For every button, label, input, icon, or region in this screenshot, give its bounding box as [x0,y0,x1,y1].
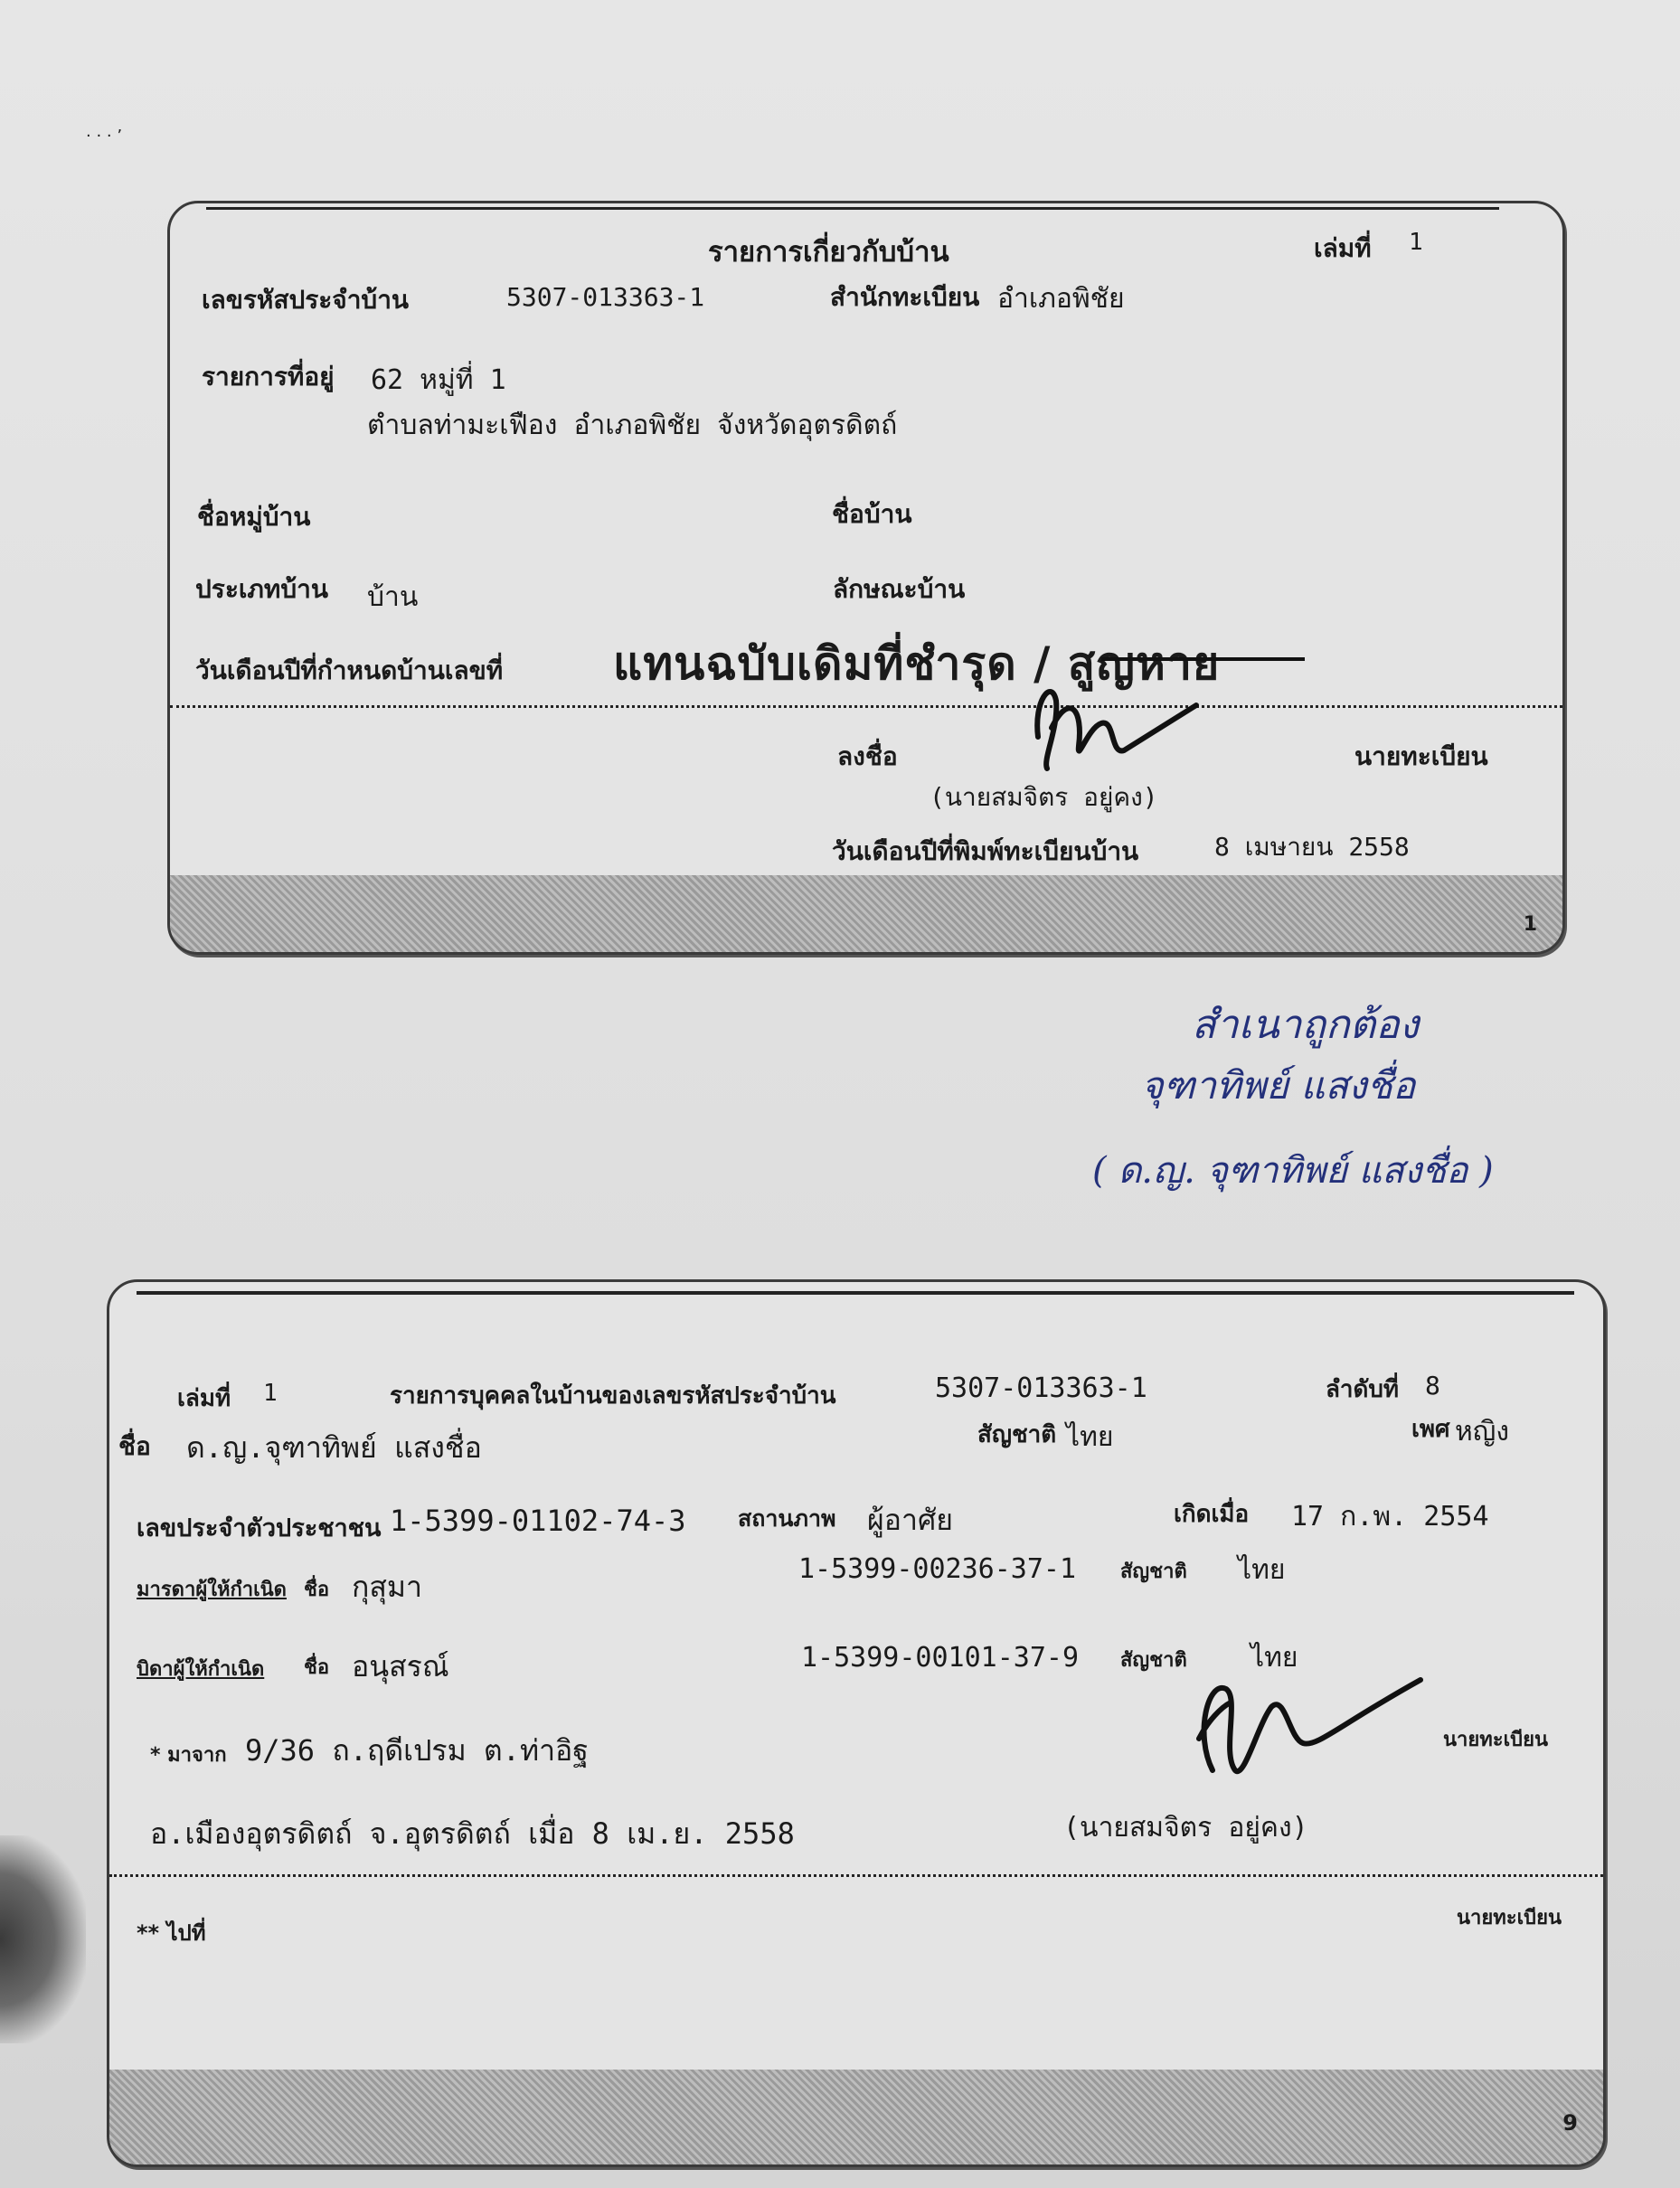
father-nationality: ไทย [1251,1642,1298,1674]
registrar-label: นายทะเบียน [1443,1729,1549,1751]
sex-label: เพศ [1411,1416,1450,1443]
birth-date: 17 ก.พ. 2554 [1291,1501,1489,1533]
person-record-card [107,1279,1606,2167]
mother-nationality-label: สัญชาติ [1120,1561,1187,1583]
top-rule [206,207,1499,210]
sign-label: ลงชื่อ [837,741,898,771]
certified-copy-note: สำเนาถูกต้อง [1192,1002,1420,1048]
order-number: 8 [1425,1371,1440,1401]
registrar-label-2: นายทะเบียน [1457,1907,1562,1929]
mother-id: 1-5399-00236-37-1 [798,1553,1077,1585]
status-label: สถานภาพ [738,1505,836,1532]
address-line-1: 62 หมู่ที่ 1 [371,364,506,396]
house-code: 5307-013363-1 [506,282,705,312]
moved-to-label: ** ไปที่ [137,1920,206,1946]
father-nationality-label: สัญชาติ [1120,1649,1187,1672]
father-name: อนุสรณ์ [352,1649,449,1683]
book-number: 1 [263,1380,278,1407]
page-number: 1 [1523,913,1537,936]
house-type-label: ประเภทบ้าน [195,574,328,604]
book-label: เล่มที่ [177,1385,231,1412]
scan-specks: · · · ’ [86,127,123,146]
dotted-divider [170,705,1562,708]
nationality-label: สัญชาติ [977,1421,1057,1448]
moved-from-label: * มาจาก [150,1744,227,1767]
assigned-date-label: วันเดือนปีที่กำหนดบ้านเลขที่ [195,655,504,685]
house-char-label: ลักษณะบ้าน [833,574,966,604]
born-label: เกิดเมื่อ [1174,1501,1250,1528]
name-label: ชื่อ [118,1431,151,1461]
book-number: 1 [1409,229,1423,256]
registrar-name: (นายสมจิตร อยู่คง) [1063,1812,1308,1844]
address-label: รายการที่อยู่ [202,362,335,391]
person-name: ด.ญ.จุฑาทิพย์ แสงชื่อ [186,1430,482,1465]
print-date-label: วันเดือนปีที่พิมพ์ทะเบียนบ้าน [832,836,1139,866]
shaded-footer-band [170,875,1562,952]
house-name-label: ชื่อบ้าน [832,499,912,529]
registrar-label: นายทะเบียน [1354,741,1488,771]
registrar-signature [1158,1653,1430,1797]
house-code-label: เลขรหัสประจำบ้าน [202,285,410,315]
house-type: บ้าน [367,581,419,613]
order-label: ลำดับที่ [1326,1376,1400,1403]
nationality: ไทย [1066,1421,1114,1453]
moved-from-line-1: 9/36 ถ.ฤดีเปรม ต.ท่าอิฐ [245,1733,589,1768]
mother-name-label: ชื่อ [304,1579,330,1601]
page-number: 9 [1562,2110,1578,2136]
registrar-signature [1015,674,1205,782]
sex: หญิง [1455,1416,1509,1448]
mother-label: มารดาผู้ให้กำเนิด [137,1579,287,1601]
house-details-card [167,201,1565,955]
book-label: เล่มที่ [1314,233,1372,263]
print-date: 8 เมษายน 2558 [1214,832,1410,862]
registrar-name: (นายสมจิตร อยู่คง) [930,782,1158,812]
certifier-name: ( ด.ญ. จุฑาทิพย์ แสงชื่อ ) [1092,1150,1494,1192]
father-label: บิดาผู้ให้กำเนิด [137,1658,265,1681]
person-list-label: รายการบุคคลในบ้านของเลขรหัสประจำบ้าน [390,1382,836,1410]
registry-office-label: สำนักทะเบียน [830,282,980,312]
village-label: ชื่อหมู่บ้าน [197,502,311,532]
card-title: รายการเกี่ยวกับบ้าน [708,236,949,269]
stamp-strike [1101,657,1305,661]
top-rule [137,1291,1574,1295]
certifier-signature: จุฑาทิพย์ แสงชื่อ [1141,1063,1416,1108]
father-name-label: ชื่อ [304,1656,330,1679]
dotted-divider [109,1874,1603,1877]
moved-from-line-2: อ.เมืองอุตรดิตถ์ จ.อุตรดิตถ์ เมื่อ 8 เม.ย. 2558 [150,1816,795,1851]
id-number: 1-5399-01102-74-3 [390,1504,686,1538]
shaded-footer-band [109,2070,1603,2164]
address-line-2: ตำบลท่ามะเฟือง อำเภอพิชัย จังหวัดอุตรดิตถ์ [367,410,898,441]
registry-office: อำเภอพิชัย [997,283,1125,315]
scan-shadow [0,1835,86,2043]
father-id: 1-5399-00101-37-9 [801,1642,1080,1674]
status: ผู้อาศัย [867,1503,953,1537]
house-code: 5307-013363-1 [935,1372,1147,1404]
id-label: เลขประจำตัวประชาชน [137,1514,382,1542]
mother-nationality: ไทย [1238,1554,1286,1586]
mother-name: กุสุมา [352,1570,422,1604]
replacement-stamp: แทนฉบับเดิมที่ชำรุด / สูญหาย [613,637,1221,690]
